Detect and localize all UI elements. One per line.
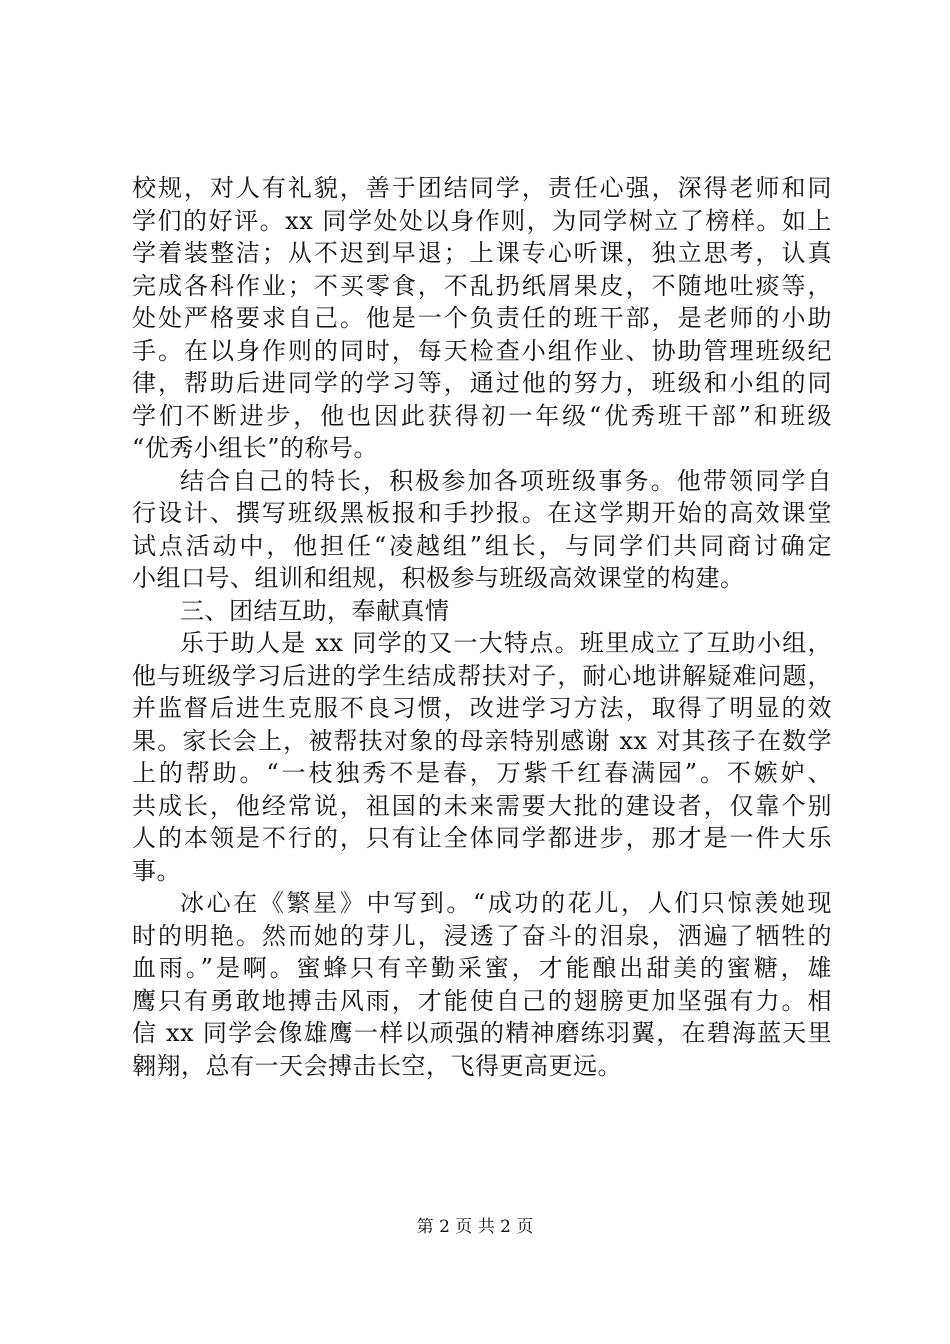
page-number-label: 第 2 页 共 2 页 xyxy=(416,1217,534,1237)
document-body xyxy=(132,172,832,1082)
text-line: 时的明艳。然而她的芽儿，浸透了奋斗的泪泉，洒遍了牺牲的 xyxy=(132,921,832,950)
text-line: 律，帮助后进同学的学习等，通过他的努力，班级和小组的同 xyxy=(132,369,832,397)
text-line: 果。家长会上，被帮扶对象的母亲特别感谢 xx 对其孩子在数学 xyxy=(132,726,832,755)
text-line: 结合自己的特长，积极参加各项班级事务。他带领同学自 xyxy=(180,466,832,495)
text-line: 人的本领是不行的，只有让全体同学都进步，那才是一件大乐 xyxy=(132,824,832,852)
text-line: 翱翔，总有一天会搏击长空，飞得更高更远。 xyxy=(132,1051,622,1080)
text-line: 共成长，他经常说，祖国的未来需要大批的建设者，仅靠个别 xyxy=(132,791,832,820)
text-line: 他与班级学习后进的学生结成帮扶对子，耐心地讲解疑难问题， xyxy=(132,661,832,690)
text-line: 信 xx 同学会像雄鹰一样以顽强的精神磨练羽翼，在碧海蓝天里 xyxy=(132,1019,832,1047)
text-line: 处处严格要求自己。他是一个负责任的班干部，是老师的小助 xyxy=(132,304,832,332)
page-footer xyxy=(0,1216,950,1238)
text-line: 学们不断进步，他也因此获得初一年级“优秀班干部”和班级 xyxy=(132,401,832,430)
text-line: 完成各科作业；不买零食，不乱扔纸屑果皮，不随地吐痰等， xyxy=(132,271,832,300)
text-line: 校规，对人有礼貌，善于团结同学，责任心强，深得老师和同 xyxy=(132,174,832,202)
text-line: 鹰只有勇敢地搏击风雨，才能使自己的翅膀更加坚强有力。相 xyxy=(132,986,832,1015)
text-line: 血雨。”是啊。蜜蜂只有辛勤采蜜，才能酿出甜美的蜜糖，雄 xyxy=(132,954,832,982)
text-line: 学着装整洁；从不迟到早退；上课专心听课，独立思考，认真 xyxy=(132,239,832,267)
section-heading: 三、团结互助，奉献真情 xyxy=(180,596,450,625)
text-line: 行设计、撰写班级黑板报和手抄报。在这学期开始的高效课堂 xyxy=(132,499,832,527)
text-line: 事。 xyxy=(132,856,181,885)
text-line: 小组口号、组训和组规，积极参与班级高效课堂的构建。 xyxy=(132,564,745,592)
text-line: “优秀小组长”的称号。 xyxy=(132,434,379,462)
text-line: 上的帮助。“一枝独秀不是春，万紫千红春满园”。不嫉妒、 xyxy=(132,759,832,787)
text-line: 乐于助人是 xx 同学的又一大特点。班里成立了互助小组， xyxy=(180,629,832,657)
text-line: 试点活动中，他担任“凌越组”组长，与同学们共同商讨确定 xyxy=(132,531,832,560)
text-line: 手。在以身作则的同时，每天检查小组作业、协助管理班级纪 xyxy=(132,336,832,365)
text-line: 并监督后进生克服不良习惯，改进学习方法，取得了明显的效 xyxy=(132,694,832,722)
text-line: 学们的好评。xx 同学处处以身作则，为同学树立了榜样。如上 xyxy=(132,206,832,235)
text-line: 冰心在《繁星》中写到。“成功的花儿，人们只惊羡她现 xyxy=(180,889,832,917)
